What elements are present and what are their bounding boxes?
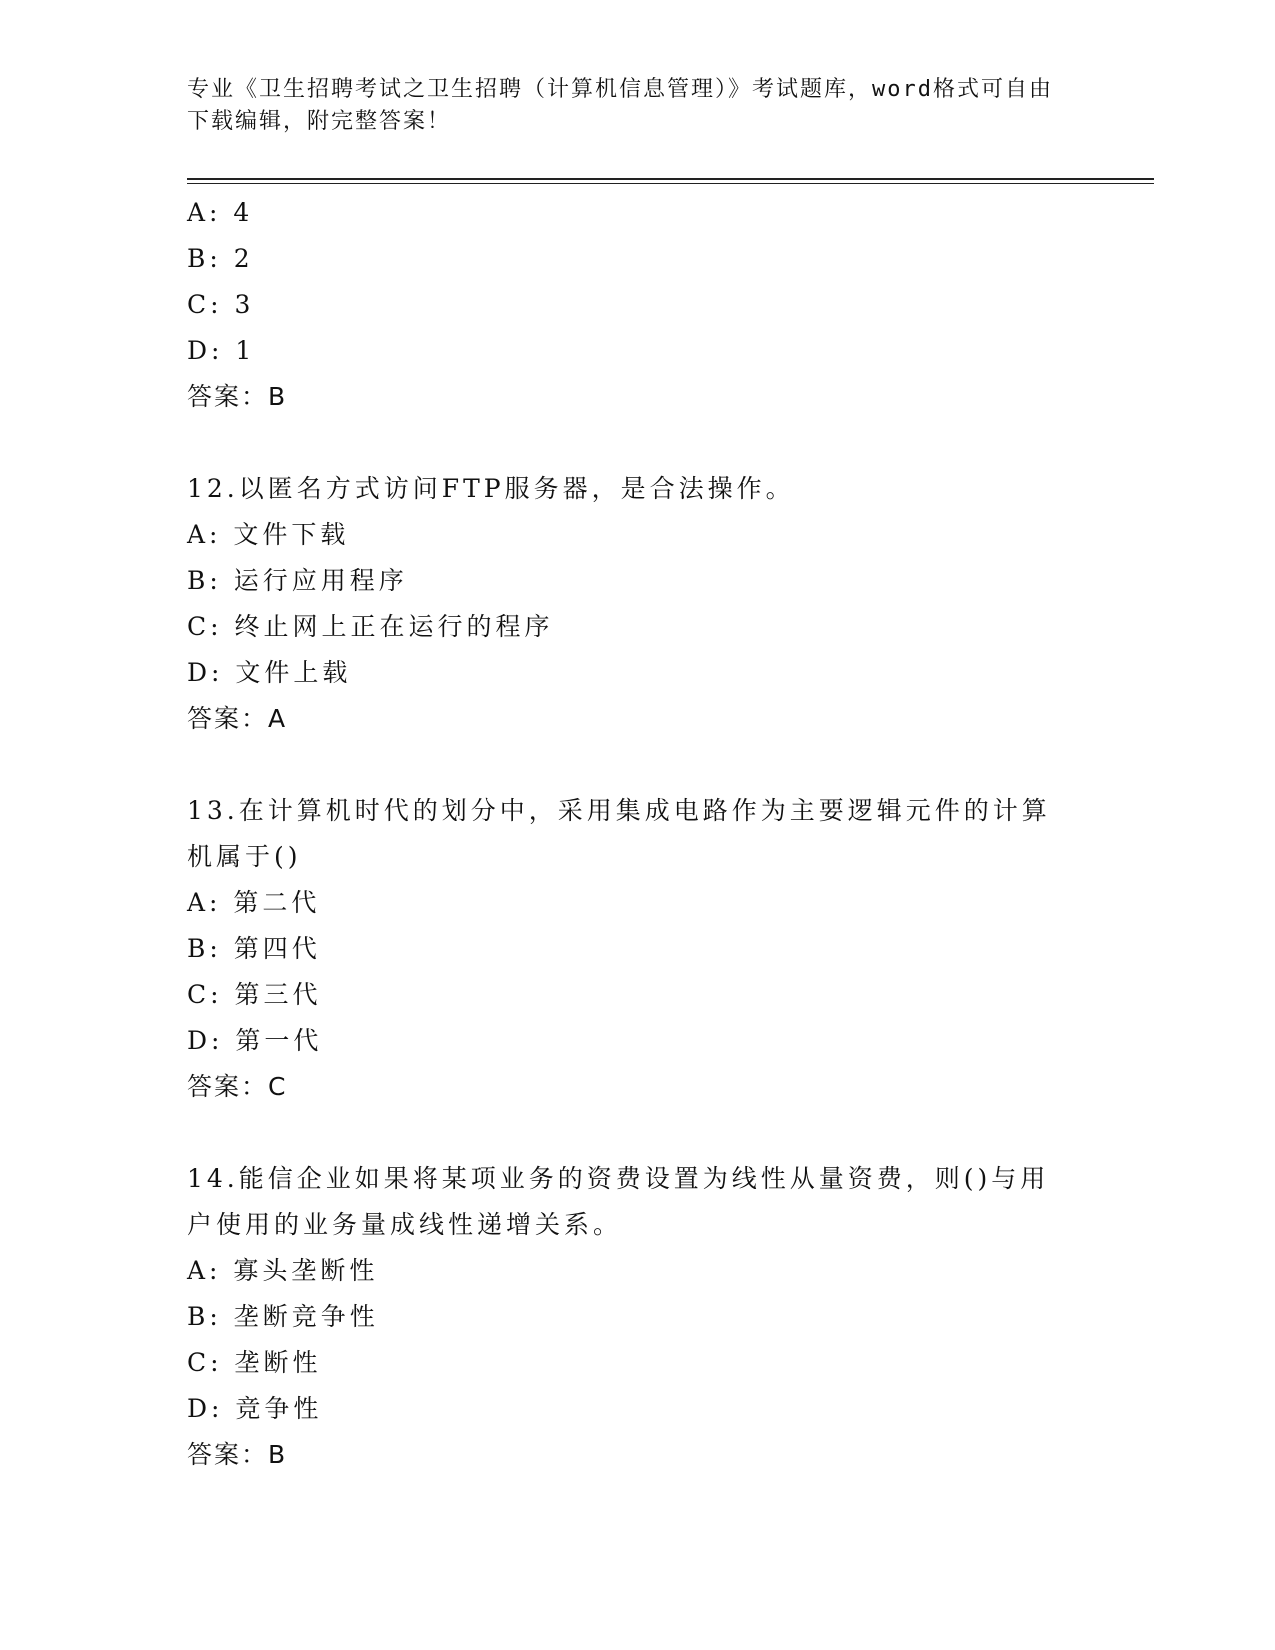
option-a: A: 文件下载 bbox=[187, 520, 350, 549]
option-d: D: 竞争性 bbox=[187, 1394, 323, 1423]
option-c: C: 终止网上正在运行的程序 bbox=[187, 612, 554, 641]
answer-line: 答案：A bbox=[187, 704, 288, 733]
option-b: B: 2 bbox=[187, 244, 254, 273]
question-stem: 13.在计算机时代的划分中，采用集成电路作为主要逻辑元件的计算机属于() bbox=[187, 796, 1051, 871]
spacer bbox=[187, 742, 1087, 788]
option-b: B: 运行应用程序 bbox=[187, 566, 408, 595]
option-c: C: 3 bbox=[187, 290, 255, 319]
option-a: A: 第二代 bbox=[187, 888, 321, 917]
question-13-block bbox=[187, 788, 1087, 1110]
question-12-block bbox=[187, 466, 1087, 742]
spacer bbox=[187, 420, 1087, 466]
option-c: C: 垄断性 bbox=[187, 1348, 322, 1377]
option-d: D: 第一代 bbox=[187, 1026, 323, 1055]
option-c: C: 第三代 bbox=[187, 980, 322, 1009]
option-d: D: 1 bbox=[187, 336, 256, 365]
question-list bbox=[187, 190, 1087, 1478]
question-14-block bbox=[187, 1156, 1087, 1478]
question-stem: 12.以匿名方式访问FTP服务器，是合法操作。 bbox=[187, 474, 795, 503]
option-b: B: 第四代 bbox=[187, 934, 321, 963]
question-11-block bbox=[187, 190, 1087, 420]
option-b: B: 垄断竞争性 bbox=[187, 1302, 379, 1331]
option-d: D: 文件上载 bbox=[187, 658, 352, 687]
option-a: A: 寡头垄断性 bbox=[187, 1256, 379, 1285]
answer-line: 答案：B bbox=[187, 382, 288, 411]
header-divider-thick bbox=[187, 178, 1154, 180]
header-divider-thin bbox=[187, 183, 1154, 184]
question-stem: 14.能信企业如果将某项业务的资费设置为线性从量资费，则()与用户使用的业务量成线性递增关系。 bbox=[187, 1164, 1050, 1239]
document-header: 专业《卫生招聘考试之卫生招聘（计算机信息管理）》考试题库，word格式可自由下载编辑，附完整答案！ bbox=[187, 77, 1053, 134]
answer-line: 答案：C bbox=[187, 1072, 288, 1101]
answer-line: 答案：B bbox=[187, 1440, 288, 1469]
spacer bbox=[187, 1110, 1087, 1156]
option-a: A: 4 bbox=[187, 198, 254, 227]
